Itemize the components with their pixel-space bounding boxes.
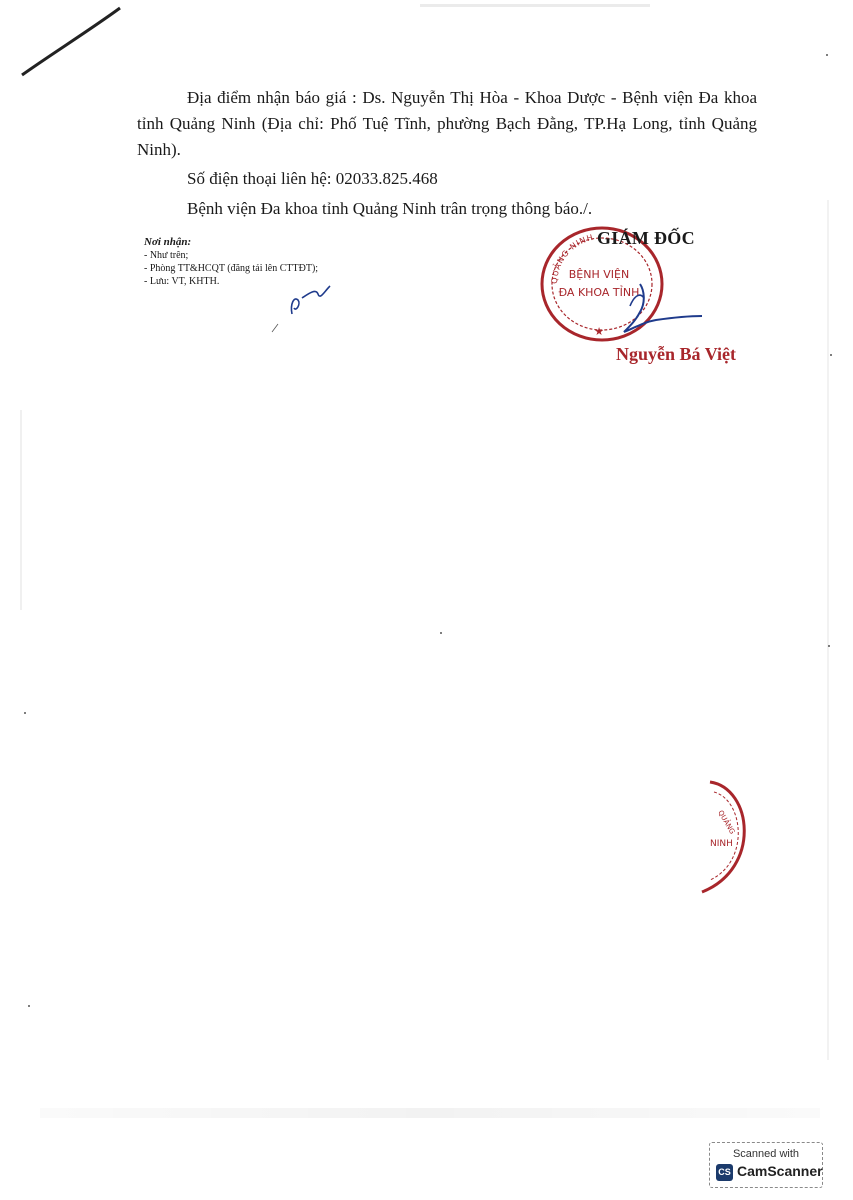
scan-speck [28, 1005, 30, 1007]
scan-artifact-top [420, 4, 650, 7]
camscanner-watermark [709, 1142, 823, 1188]
seal-center-line2: ĐA KHOA TỈNH [558, 286, 640, 299]
scan-fold-mark [20, 0, 130, 85]
recipient-item: - Lưu: VT, KHTH. [144, 276, 220, 287]
watermark-caption: Scanned with [732, 1148, 800, 1160]
scan-speck [826, 54, 828, 56]
scan-artifact-left [20, 410, 22, 610]
seal-ring-text: QUẢNG NINH [549, 232, 595, 285]
phone-paragraph: Số điện thoại liên hệ: 02033.825.468 [187, 169, 438, 188]
scan-speck [440, 632, 442, 634]
partial-seal [700, 778, 760, 903]
partial-seal-text1: QUẢNG [716, 809, 737, 836]
scan-speck [828, 645, 830, 647]
signer-title: GIÁM ĐỐC [597, 228, 695, 248]
recipient-item: - Như trên; [144, 250, 189, 261]
scan-speck [24, 712, 26, 714]
closing-paragraph: Bệnh viện Đa khoa tỉnh Quảng Ninh trân trọng thông báo./. [187, 199, 593, 218]
seal-center-line1: BỆNH VIỆN [568, 268, 630, 281]
recipients-title: Nơi nhận: [144, 236, 192, 248]
seal-star-icon: ★ [594, 326, 604, 338]
pickup-location-paragraph: Địa điểm nhận báo giá : Ds. Nguyễn Thị Hòa - Khoa Dược - Bệnh viện Đa khoa tỉnh Quảng Ninh (Địa chỉ: Phố Tuệ Tĩnh, phường Bạch Đằng, TP.Hạ Long, tỉnh Quảng Ninh). [137, 88, 757, 159]
director-signature [600, 276, 710, 351]
initial-signature [268, 274, 378, 339]
scan-artifact-bottom [40, 1108, 820, 1118]
partial-seal-text2: NINH [710, 839, 733, 849]
signer-name: Nguyễn Bá Việt [616, 344, 737, 364]
recipient-item: - Phòng TT&HCQT (đăng tải lên CTTĐT); [144, 263, 319, 274]
watermark-brand: CamScanner [737, 1163, 823, 1179]
scan-speck [830, 354, 832, 356]
camscanner-logo-icon: CS [716, 1164, 733, 1181]
scan-artifact-right [827, 200, 829, 1060]
